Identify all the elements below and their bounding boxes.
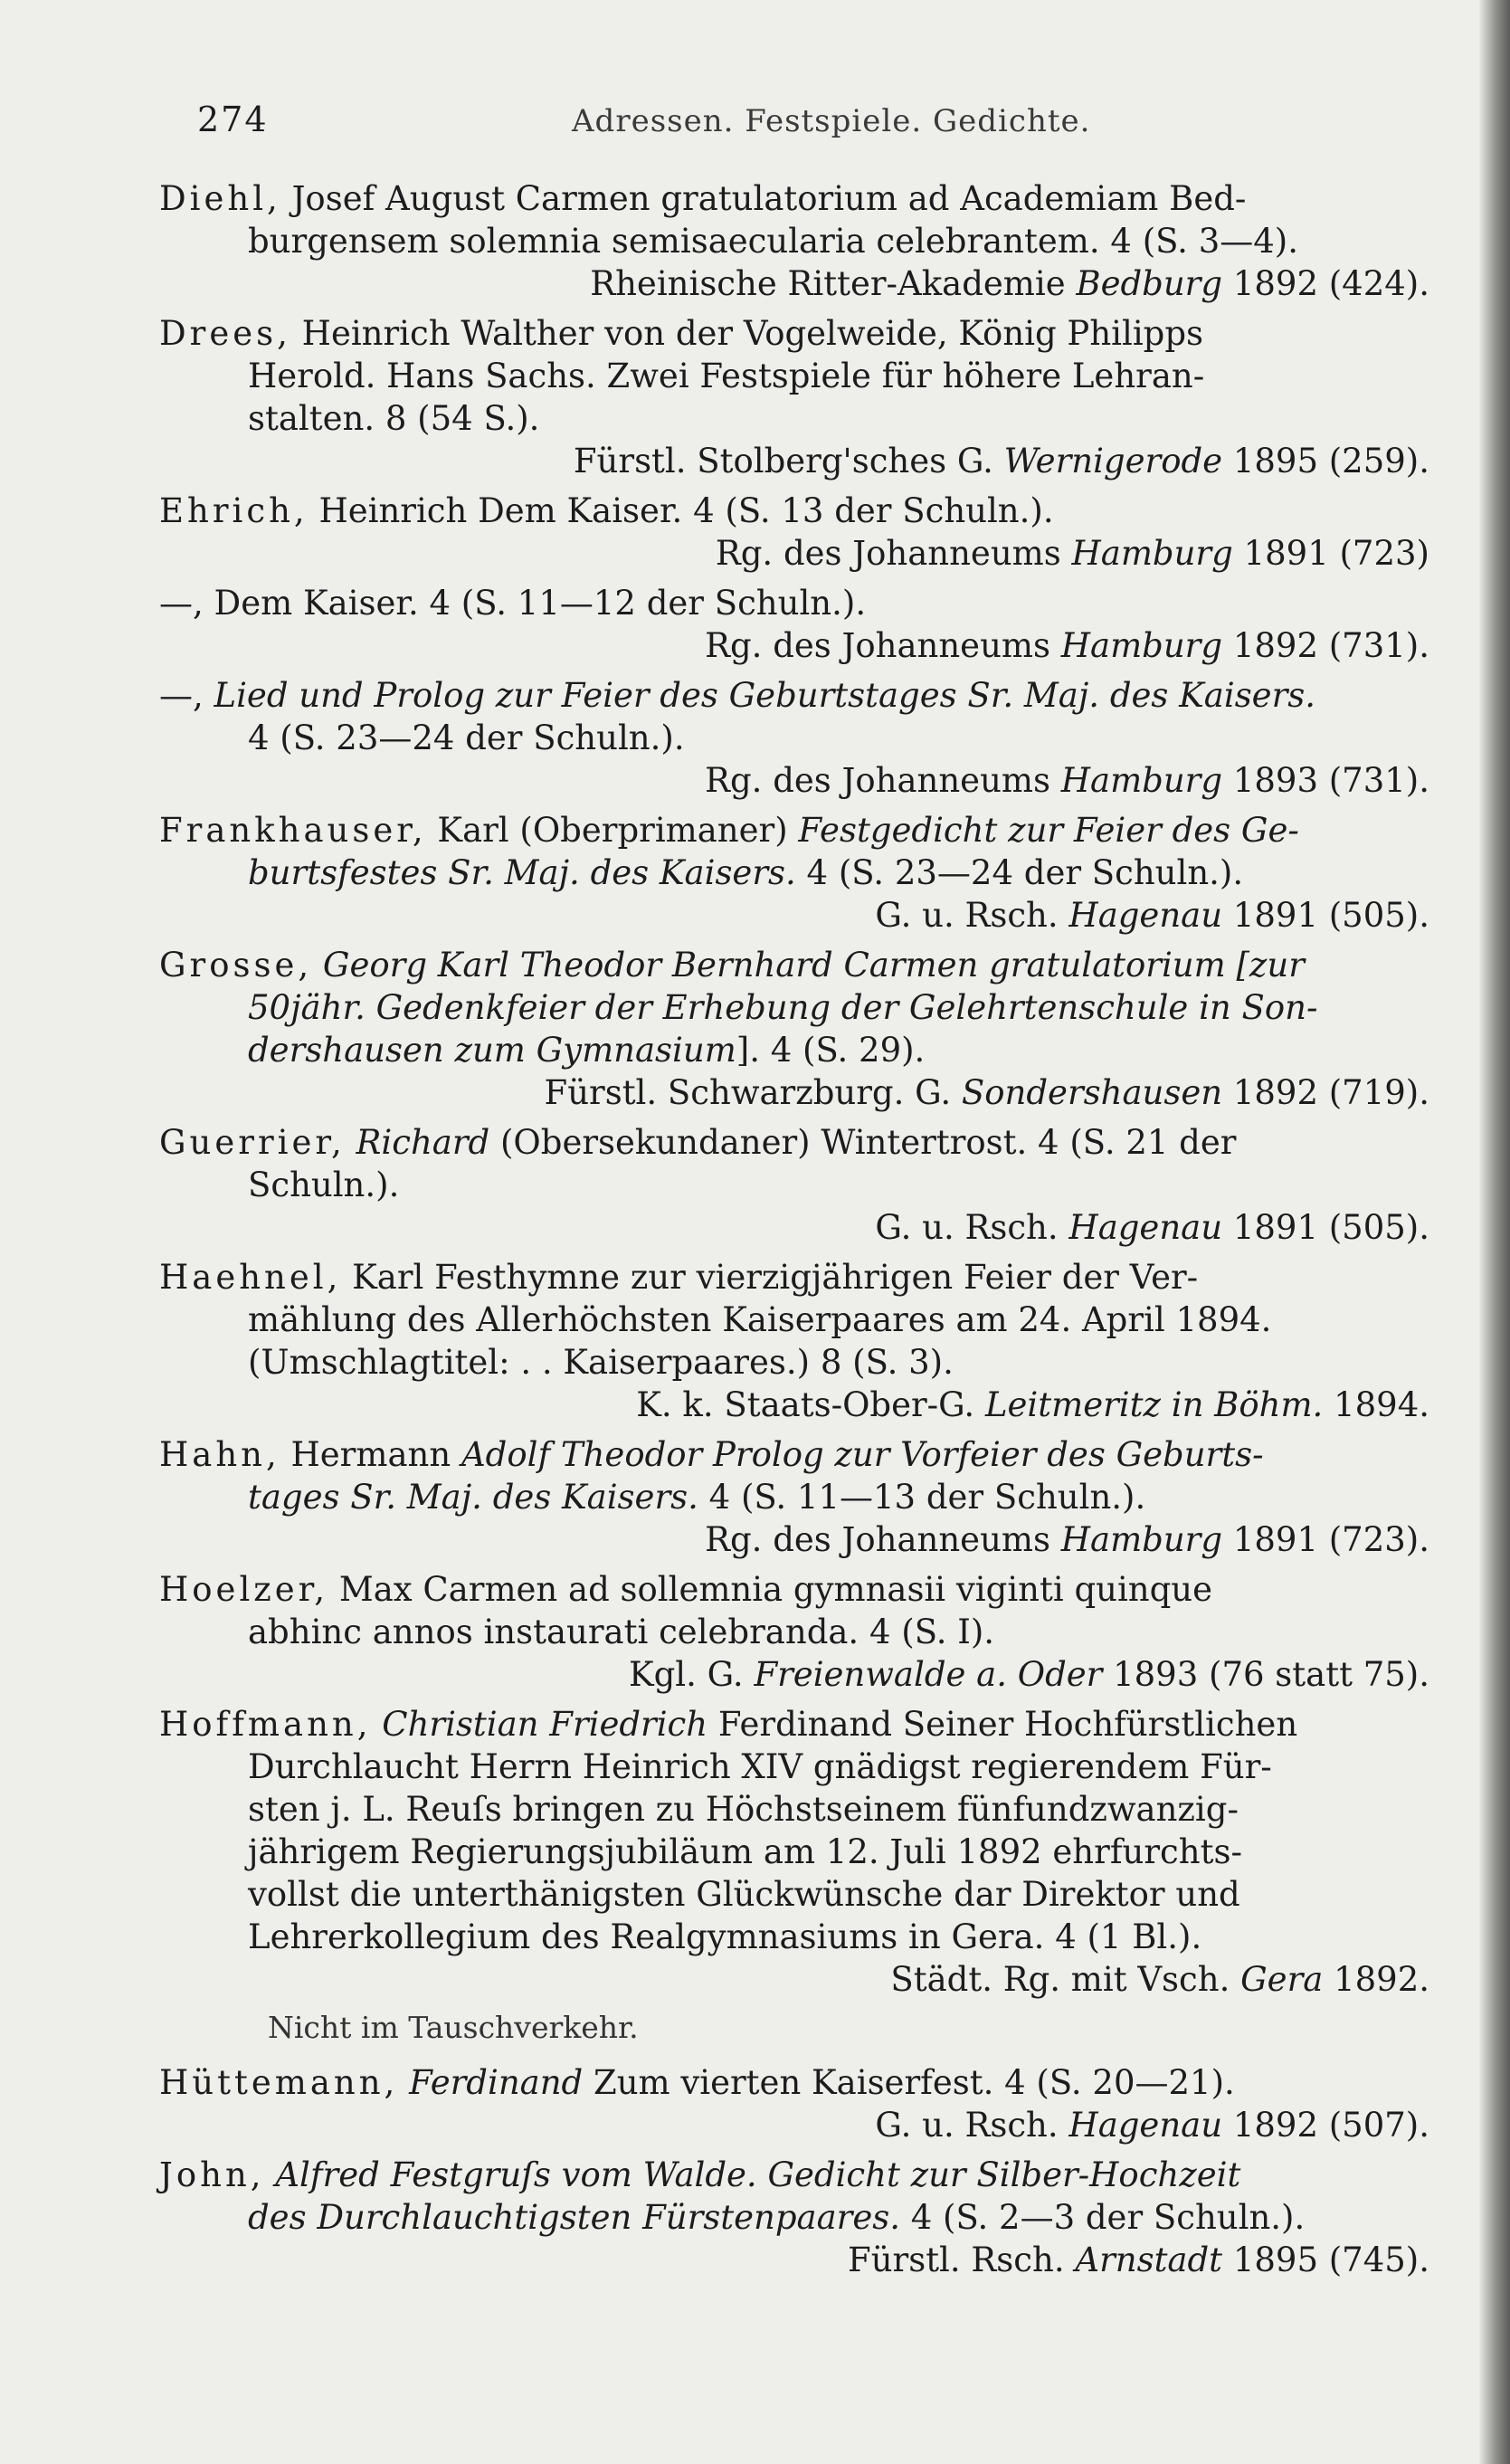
page-edge-shadow bbox=[1479, 0, 1510, 2464]
entry-text: 4 (S. 23—24 der Schuln.). bbox=[248, 718, 685, 757]
entry-dash: —, bbox=[159, 584, 204, 623]
entry-source: Fürstl. Stolberg'sches G. Wernigerode 1895 (259). bbox=[573, 442, 1429, 480]
entry-author: Hüttemann, bbox=[159, 2063, 399, 2102]
entry-source: Fürstl. Schwarzburg. G. Sondershausen 1892 (719). bbox=[544, 1073, 1429, 1112]
entry-source: K. k. Staats-Ober-G. Leitmeritz in Böhm. 1894. bbox=[636, 1385, 1429, 1424]
entry-text: jährigem Regierungsjubiläum am 12. Juli 1892 ehrfurchts- bbox=[248, 1832, 1242, 1871]
entry-text: Max Carmen ad sollemnia gymnasii viginti quinque bbox=[338, 1570, 1213, 1609]
entry-author: Hoffmann, bbox=[159, 1705, 372, 1744]
entry-text: Heinrich Dem Kaiser. 4 (S. 13 der Schuln.). bbox=[318, 491, 1054, 530]
entry-text: burtsfestes Sr. Maj. des Kaisers. 4 (S. 23—24 der Schuln.). bbox=[248, 853, 1244, 892]
entry-source: G. u. Rsch. Hagenau 1891 (505). bbox=[875, 896, 1429, 935]
entry-hoffmann: Hoffmann, Christian Friedrich Ferdinand Seiner Hochfürstlichen Durchlaucht Herrn Heinrich XIV gnädigst regierendem Für- sten j. L. Reuſs bringen zu Höchstseinem fünfundzwanzig- jährigem Regierungsjubiläum am 12. Juli 1892 ehrfurchts- vollst die unterthänigsten Glückwünsche dar Direktor und Lehrerkollegium des Realgymnasiums in Gera. 4 (1 Bl.). Städt. Rg. mit Vsch. Gera 1892. Nicht im Tauschverkehr. bbox=[159, 1703, 1435, 2049]
page-header bbox=[0, 100, 1510, 145]
entry-author: Hoelzer, bbox=[159, 1570, 329, 1609]
entry-source: Rg. des Johanneums Hamburg 1893 (731). bbox=[705, 761, 1429, 800]
running-head: Adressen. Festspiele. Gedichte. bbox=[572, 103, 1091, 139]
entry-text: Durchlaucht Herrn Heinrich XIV gnädigst regierendem Für- bbox=[248, 1747, 1272, 1786]
entry-source: Rheinische Ritter-Akademie Bedburg 1892 (424). bbox=[590, 264, 1429, 303]
entry-text: mählung des Allerhöchsten Kaiserpaares am 24. April 1894. bbox=[248, 1300, 1272, 1339]
entry-ehrich-2 bbox=[159, 582, 1435, 667]
entry-text: (Umschlagtitel: . . Kaiserpaares.) 8 (S. 3). bbox=[248, 1343, 954, 1382]
entry-source: Kgl. G. Freienwalde a. Oder 1893 (76 statt 75). bbox=[628, 1655, 1429, 1694]
entry-author: Drees, bbox=[159, 314, 291, 353]
entry-huettemann: Hüttemann, Ferdinand Zum vierten Kaiserfest. 4 (S. 20—21). G. u. Rsch. Hagenau 1892 (507). bbox=[159, 2061, 1435, 2146]
entry-frankhauser: Frankhauser, Karl (Oberprimaner) Festgedicht zur Feier des Ge- burtsfestes Sr. Maj. des Kaisers. 4 (S. 23—24 der Schuln.). G. u. Rsch. Hagenau 1891 (505). bbox=[159, 809, 1435, 937]
entry-author: Hahn, bbox=[159, 1435, 280, 1474]
entry-author: Guerrier, bbox=[159, 1123, 346, 1162]
entry-text: vollst die unterthänigsten Glückwünsche dar Direktor und bbox=[248, 1875, 1240, 1914]
entry-text: tages Sr. Maj. des Kaisers. 4 (S. 11—13 der Schuln.). bbox=[248, 1478, 1146, 1517]
entry-text: dershausen zum Gymnasium]. 4 (S. 29). bbox=[248, 1031, 926, 1070]
entry-author: Diehl, bbox=[159, 179, 281, 218]
entry-guerrier: Guerrier, Richard (Obersekundaner) Wintertrost. 4 (S. 21 der Schuln.). G. u. Rsch. Hagenau 1891 (505). bbox=[159, 1121, 1435, 1249]
entry-author: John, bbox=[159, 2155, 265, 2194]
entry-text: Karl Festhymne zur vierzigjährigen Feier der Ver- bbox=[352, 1258, 1199, 1297]
entry-source: G. u. Rsch. Hagenau 1891 (505). bbox=[875, 1208, 1429, 1247]
entry-text: burgensem solemnia semisaecularia celebrantem. 4 (S. 3—4). bbox=[248, 222, 1298, 261]
entry-text: Lied und Prolog zur Feier des Geburtstages Sr. Maj. des Kaisers. bbox=[214, 676, 1316, 715]
entry-source: Städt. Rg. mit Vsch. Gera 1892. bbox=[890, 1960, 1429, 1999]
entry-source: Rg. des Johanneums Hamburg 1891 (723). bbox=[705, 1520, 1429, 1559]
entry-text: 50jähr. Gedenkfeier der Erhebung der Gelehrtenschule in Son- bbox=[248, 988, 1318, 1027]
entry-author: Haehnel, bbox=[159, 1258, 342, 1297]
entry-text: Lehrerkollegium des Realgymnasiums in Gera. 4 (1 Bl.). bbox=[248, 1917, 1202, 1956]
entry-hoelzer bbox=[159, 1568, 1435, 1696]
entry-text: Heinrich Walther von der Vogelweide, König Philipps bbox=[301, 314, 1204, 353]
entry-source: Rg. des Johanneums Hamburg 1892 (731). bbox=[705, 626, 1429, 665]
entry-john: John, Alfred Festgruſs vom Walde. Gedicht zur Silber-Hochzeit des Durchlauchtigsten Fürstenpaares. 4 (S. 2—3 der Schuln.). Fürstl. Rsch. Arnstadt 1895 (745). bbox=[159, 2154, 1435, 2281]
entry-hahn: Hahn, Hermann Adolf Theodor Prolog zur Vorfeier des Geburts- tages Sr. Maj. des Kaisers. 4 (S. 11—13 der Schuln.). Rg. des Johanneums Hamburg 1891 (723). bbox=[159, 1433, 1435, 1561]
entry-text: Herold. Hans Sachs. Zwei Festspiele für höhere Lehran- bbox=[248, 357, 1205, 395]
entry-text: stalten. 8 (54 S.). bbox=[248, 399, 540, 438]
entry-text: Dem Kaiser. 4 (S. 11—12 der Schuln.). bbox=[214, 584, 867, 623]
entry-text: sten j. L. Reuſs bringen zu Höchstseinem fünfundzwanzig- bbox=[248, 1790, 1239, 1829]
entry-grosse: Grosse, Georg Karl Theodor Bernhard Carmen gratulatorium [zur 50jähr. Gedenkfeier der Erhebung der Gelehrtenschule in Son- dershausen zum Gymnasium]. 4 (S. 29). Fürstl. Schwarzburg. G. Sondershausen 1892 (719). bbox=[159, 944, 1435, 1114]
entry-author: Ehrich, bbox=[159, 491, 309, 530]
entry-text: Schuln.). bbox=[248, 1165, 400, 1204]
entry-list bbox=[159, 177, 1435, 2288]
entry-drees bbox=[159, 312, 1435, 482]
entry-author: Frankhauser, bbox=[159, 811, 427, 850]
entry-dash: —, bbox=[159, 676, 204, 715]
entry-source: G. u. Rsch. Hagenau 1892 (507). bbox=[875, 2106, 1429, 2145]
entry-ehrich-3 bbox=[159, 674, 1435, 802]
entry-ehrich bbox=[159, 490, 1435, 575]
entry-text: des Durchlauchtigsten Fürstenpaares. 4 (S. 2—3 der Schuln.). bbox=[248, 2198, 1306, 2237]
entry-author: Grosse, bbox=[159, 946, 313, 985]
entry-diehl bbox=[159, 177, 1435, 305]
entry-note: Nicht im Tauschverkehr. bbox=[268, 2010, 639, 2045]
entry-haehnel bbox=[159, 1256, 1435, 1426]
entry-source: Fürstl. Rsch. Arnstadt 1895 (745). bbox=[848, 2240, 1429, 2279]
entry-text: abhinc annos instaurati celebranda. 4 (S. I). bbox=[248, 1613, 995, 1651]
entry-text: Josef August Carmen gratulatorium ad Academiam Bed- bbox=[291, 179, 1247, 218]
page-number: 274 bbox=[197, 100, 269, 139]
entry-source: Rg. des Johanneums Hamburg 1891 (723) bbox=[715, 534, 1429, 573]
